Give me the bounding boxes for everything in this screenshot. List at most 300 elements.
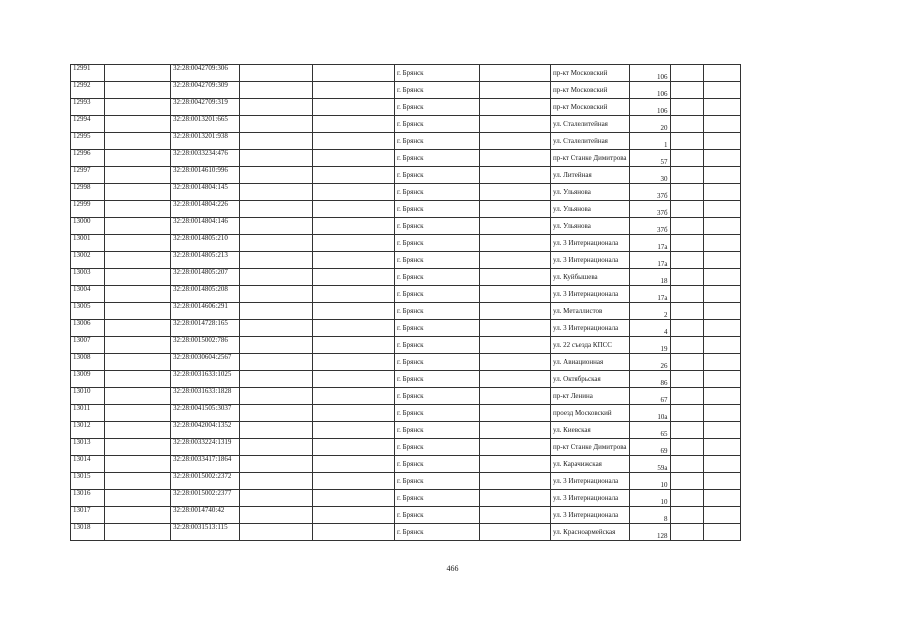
row-number-cell: 13015 <box>71 473 105 490</box>
empty-cell <box>313 133 395 150</box>
empty-cell <box>480 82 551 99</box>
empty-cell <box>313 320 395 337</box>
house-number-cell: 106 <box>629 99 670 116</box>
row-number-cell: 12991 <box>71 65 105 82</box>
empty-cell <box>313 201 395 218</box>
cadastral-number-cell: 32:28:0031633:1025 <box>171 371 240 388</box>
house-number-cell: 1 <box>629 133 670 150</box>
empty-cell <box>703 371 740 388</box>
empty-cell <box>313 490 395 507</box>
empty-cell <box>313 371 395 388</box>
empty-cell <box>240 439 313 456</box>
registry-table <box>70 64 741 541</box>
empty-cell <box>105 524 171 541</box>
empty-cell <box>313 252 395 269</box>
empty-cell <box>240 422 313 439</box>
empty-cell <box>703 337 740 354</box>
empty-cell <box>703 99 740 116</box>
street-cell: ул. Куйбышева <box>551 269 630 286</box>
street-cell: ул. Авиационная <box>551 354 630 371</box>
empty-cell <box>240 99 313 116</box>
table-row <box>71 439 741 456</box>
empty-cell <box>313 405 395 422</box>
house-number-cell: 17а <box>629 252 670 269</box>
row-number-cell: 12994 <box>71 116 105 133</box>
street-cell: ул. 3 Интернационала <box>551 320 630 337</box>
city-cell: г. Брянск <box>395 303 480 320</box>
empty-cell <box>670 371 703 388</box>
house-number-cell: 37б <box>629 201 670 218</box>
empty-cell <box>105 490 171 507</box>
empty-cell <box>703 167 740 184</box>
empty-cell <box>105 82 171 99</box>
row-number-cell: 13002 <box>71 252 105 269</box>
row-number-cell: 12999 <box>71 201 105 218</box>
empty-cell <box>240 490 313 507</box>
street-cell: ул. 3 Интернационала <box>551 235 630 252</box>
empty-cell <box>670 99 703 116</box>
empty-cell <box>480 116 551 133</box>
city-cell: г. Брянск <box>395 473 480 490</box>
city-cell: г. Брянск <box>395 235 480 252</box>
cadastral-number-cell: 32:28:0014805:210 <box>171 235 240 252</box>
empty-cell <box>703 473 740 490</box>
row-number-cell: 13014 <box>71 456 105 473</box>
street-cell: ул. Киевская <box>551 422 630 439</box>
empty-cell <box>313 337 395 354</box>
table-row <box>71 405 741 422</box>
city-cell: г. Брянск <box>395 354 480 371</box>
city-cell: г. Брянск <box>395 286 480 303</box>
empty-cell <box>703 422 740 439</box>
row-number-cell: 13005 <box>71 303 105 320</box>
house-number-cell: 37б <box>629 184 670 201</box>
city-cell: г. Брянск <box>395 252 480 269</box>
empty-cell <box>313 150 395 167</box>
house-number-cell: 10 <box>629 490 670 507</box>
empty-cell <box>480 286 551 303</box>
empty-cell <box>313 65 395 82</box>
empty-cell <box>240 150 313 167</box>
empty-cell <box>240 82 313 99</box>
table-row <box>71 371 741 388</box>
table-row <box>71 303 741 320</box>
table-row <box>71 320 741 337</box>
city-cell: г. Брянск <box>395 218 480 235</box>
empty-cell <box>105 337 171 354</box>
street-cell: ул. 3 Интернационала <box>551 490 630 507</box>
city-cell: г. Брянск <box>395 337 480 354</box>
street-cell: ул. 22 съезда КПСС <box>551 337 630 354</box>
cadastral-number-cell: 32:28:0014740:42 <box>171 507 240 524</box>
empty-cell <box>240 303 313 320</box>
empty-cell <box>670 405 703 422</box>
row-number-cell: 13008 <box>71 354 105 371</box>
table-row <box>71 286 741 303</box>
street-cell: ул. 3 Интернационала <box>551 252 630 269</box>
cadastral-number-cell: 32:28:0030604:2567 <box>171 354 240 371</box>
city-cell: г. Брянск <box>395 167 480 184</box>
empty-cell <box>105 507 171 524</box>
empty-cell <box>480 456 551 473</box>
cadastral-number-cell: 32:28:0042709:319 <box>171 99 240 116</box>
table-row <box>71 235 741 252</box>
empty-cell <box>480 388 551 405</box>
empty-cell <box>703 490 740 507</box>
empty-cell <box>105 388 171 405</box>
table-row <box>71 354 741 371</box>
row-number-cell: 13007 <box>71 337 105 354</box>
empty-cell <box>240 354 313 371</box>
empty-cell <box>703 405 740 422</box>
empty-cell <box>670 524 703 541</box>
house-number-cell: 67 <box>629 388 670 405</box>
empty-cell <box>703 524 740 541</box>
table-row <box>71 490 741 507</box>
empty-cell <box>670 422 703 439</box>
table-row <box>71 524 741 541</box>
city-cell: г. Брянск <box>395 507 480 524</box>
empty-cell <box>105 116 171 133</box>
cadastral-number-cell: 32:28:0042709:306 <box>171 65 240 82</box>
row-number-cell: 12997 <box>71 167 105 184</box>
empty-cell <box>240 65 313 82</box>
empty-cell <box>480 133 551 150</box>
table-body <box>71 65 741 541</box>
empty-cell <box>240 405 313 422</box>
house-number-cell: 37б <box>629 218 670 235</box>
empty-cell <box>480 99 551 116</box>
street-cell: проезд Московский <box>551 405 630 422</box>
empty-cell <box>313 286 395 303</box>
cadastral-number-cell: 32:28:0013201:938 <box>171 133 240 150</box>
empty-cell <box>240 218 313 235</box>
row-number-cell: 13000 <box>71 218 105 235</box>
empty-cell <box>670 252 703 269</box>
house-number-cell: 20 <box>629 116 670 133</box>
empty-cell <box>670 65 703 82</box>
empty-cell <box>105 303 171 320</box>
empty-cell <box>313 524 395 541</box>
city-cell: г. Брянск <box>395 133 480 150</box>
empty-cell <box>670 354 703 371</box>
row-number-cell: 13003 <box>71 269 105 286</box>
row-number-cell: 13012 <box>71 422 105 439</box>
empty-cell <box>703 354 740 371</box>
street-cell: ул. Карачижская <box>551 456 630 473</box>
empty-cell <box>313 507 395 524</box>
table-row <box>71 201 741 218</box>
city-cell: г. Брянск <box>395 99 480 116</box>
cadastral-number-cell: 32:28:0031513:115 <box>171 524 240 541</box>
cadastral-number-cell: 32:28:0015002:2377 <box>171 490 240 507</box>
empty-cell <box>105 201 171 218</box>
house-number-cell: 69 <box>629 439 670 456</box>
empty-cell <box>105 150 171 167</box>
city-cell: г. Брянск <box>395 405 480 422</box>
empty-cell <box>670 388 703 405</box>
house-number-cell: 86 <box>629 371 670 388</box>
house-number-cell: 18 <box>629 269 670 286</box>
row-number-cell: 13004 <box>71 286 105 303</box>
empty-cell <box>703 133 740 150</box>
empty-cell <box>105 269 171 286</box>
empty-cell <box>670 490 703 507</box>
street-cell: пр-кт Московский <box>551 82 630 99</box>
empty-cell <box>313 456 395 473</box>
empty-cell <box>105 99 171 116</box>
house-number-cell: 10а <box>629 405 670 422</box>
empty-cell <box>105 371 171 388</box>
empty-cell <box>240 269 313 286</box>
cadastral-number-cell: 32:28:0014804:226 <box>171 201 240 218</box>
house-number-cell: 17а <box>629 286 670 303</box>
table-row <box>71 133 741 150</box>
cadastral-number-cell: 32:28:0033234:476 <box>171 150 240 167</box>
empty-cell <box>480 184 551 201</box>
row-number-cell: 13006 <box>71 320 105 337</box>
table-row <box>71 184 741 201</box>
city-cell: г. Брянск <box>395 201 480 218</box>
empty-cell <box>240 235 313 252</box>
cadastral-number-cell: 32:28:0014606:291 <box>171 303 240 320</box>
street-cell: ул. 3 Интернационала <box>551 473 630 490</box>
cadastral-number-cell: 32:28:0014805:208 <box>171 286 240 303</box>
table-row <box>71 65 741 82</box>
empty-cell <box>105 133 171 150</box>
empty-cell <box>105 286 171 303</box>
city-cell: г. Брянск <box>395 184 480 201</box>
street-cell: ул. 3 Интернационала <box>551 286 630 303</box>
empty-cell <box>480 201 551 218</box>
table-row <box>71 150 741 167</box>
table-row <box>71 337 741 354</box>
empty-cell <box>670 456 703 473</box>
table-row <box>71 269 741 286</box>
empty-cell <box>240 320 313 337</box>
city-cell: г. Брянск <box>395 456 480 473</box>
table-row <box>71 167 741 184</box>
empty-cell <box>105 65 171 82</box>
empty-cell <box>703 507 740 524</box>
city-cell: г. Брянск <box>395 422 480 439</box>
empty-cell <box>480 422 551 439</box>
empty-cell <box>240 507 313 524</box>
empty-cell <box>670 473 703 490</box>
empty-cell <box>313 354 395 371</box>
street-cell: пр-кт Станке Димитрова <box>551 439 630 456</box>
city-cell: г. Брянск <box>395 65 480 82</box>
table-row <box>71 116 741 133</box>
empty-cell <box>703 116 740 133</box>
table-row <box>71 218 741 235</box>
empty-cell <box>105 473 171 490</box>
house-number-cell: 19 <box>629 337 670 354</box>
row-number-cell: 13010 <box>71 388 105 405</box>
table-row <box>71 388 741 405</box>
empty-cell <box>703 184 740 201</box>
empty-cell <box>240 388 313 405</box>
street-cell: пр-кт Станке Димитрова <box>551 150 630 167</box>
street-cell: ул. Сталелитейная <box>551 133 630 150</box>
row-number-cell: 12998 <box>71 184 105 201</box>
cadastral-number-cell: 32:28:0014728:165 <box>171 320 240 337</box>
empty-cell <box>670 218 703 235</box>
empty-cell <box>480 218 551 235</box>
row-number-cell: 12996 <box>71 150 105 167</box>
house-number-cell: 106 <box>629 65 670 82</box>
row-number-cell: 13017 <box>71 507 105 524</box>
row-number-cell: 13013 <box>71 439 105 456</box>
street-cell: пр-кт Ленина <box>551 388 630 405</box>
cadastral-number-cell: 32:28:0015002:786 <box>171 337 240 354</box>
empty-cell <box>240 337 313 354</box>
table-row <box>71 82 741 99</box>
row-number-cell: 13001 <box>71 235 105 252</box>
empty-cell <box>670 116 703 133</box>
empty-cell <box>670 150 703 167</box>
empty-cell <box>670 507 703 524</box>
row-number-cell: 13018 <box>71 524 105 541</box>
row-number-cell: 13011 <box>71 405 105 422</box>
house-number-cell: 10 <box>629 473 670 490</box>
empty-cell <box>313 82 395 99</box>
row-number-cell: 12995 <box>71 133 105 150</box>
empty-cell <box>480 320 551 337</box>
empty-cell <box>105 456 171 473</box>
empty-cell <box>313 439 395 456</box>
city-cell: г. Брянск <box>395 388 480 405</box>
table-row <box>71 252 741 269</box>
empty-cell <box>105 439 171 456</box>
empty-cell <box>240 286 313 303</box>
street-cell: пр-кт Московский <box>551 65 630 82</box>
empty-cell <box>240 184 313 201</box>
empty-cell <box>670 133 703 150</box>
city-cell: г. Брянск <box>395 439 480 456</box>
empty-cell <box>480 269 551 286</box>
empty-cell <box>240 473 313 490</box>
house-number-cell: 8 <box>629 507 670 524</box>
empty-cell <box>703 439 740 456</box>
house-number-cell: 106 <box>629 82 670 99</box>
empty-cell <box>240 252 313 269</box>
row-number-cell: 13009 <box>71 371 105 388</box>
street-cell: пр-кт Московский <box>551 99 630 116</box>
street-cell: ул. Сталелитейная <box>551 116 630 133</box>
empty-cell <box>670 235 703 252</box>
cadastral-number-cell: 32:28:0042004:1352 <box>171 422 240 439</box>
cadastral-number-cell: 32:28:0014610:996 <box>171 167 240 184</box>
empty-cell <box>480 65 551 82</box>
empty-cell <box>670 303 703 320</box>
city-cell: г. Брянск <box>395 490 480 507</box>
empty-cell <box>313 269 395 286</box>
street-cell: ул. Красноармейская <box>551 524 630 541</box>
empty-cell <box>703 218 740 235</box>
house-number-cell: 2 <box>629 303 670 320</box>
empty-cell <box>480 167 551 184</box>
empty-cell <box>703 82 740 99</box>
empty-cell <box>240 456 313 473</box>
street-cell: ул. Октябрьская <box>551 371 630 388</box>
cadastral-number-cell: 32:28:0041505:3037 <box>171 405 240 422</box>
cadastral-number-cell: 32:28:0014804:145 <box>171 184 240 201</box>
street-cell: ул. Ульянова <box>551 184 630 201</box>
city-cell: г. Брянск <box>395 320 480 337</box>
house-number-cell: 128 <box>629 524 670 541</box>
empty-cell <box>703 388 740 405</box>
empty-cell <box>480 252 551 269</box>
table-row <box>71 507 741 524</box>
empty-cell <box>670 269 703 286</box>
row-number-cell: 12993 <box>71 99 105 116</box>
city-cell: г. Брянск <box>395 269 480 286</box>
empty-cell <box>105 354 171 371</box>
empty-cell <box>480 371 551 388</box>
empty-cell <box>105 235 171 252</box>
page-number: 466 <box>446 564 459 573</box>
empty-cell <box>313 116 395 133</box>
empty-cell <box>703 150 740 167</box>
empty-cell <box>105 252 171 269</box>
empty-cell <box>670 439 703 456</box>
cadastral-number-cell: 32:28:0014804:146 <box>171 218 240 235</box>
street-cell: ул. Металлистов <box>551 303 630 320</box>
empty-cell <box>703 235 740 252</box>
empty-cell <box>240 201 313 218</box>
empty-cell <box>240 167 313 184</box>
empty-cell <box>240 116 313 133</box>
empty-cell <box>240 133 313 150</box>
city-cell: г. Брянск <box>395 82 480 99</box>
empty-cell <box>313 388 395 405</box>
house-number-cell: 57 <box>629 150 670 167</box>
table-row <box>71 456 741 473</box>
cadastral-number-cell: 32:28:0015002:2372 <box>171 473 240 490</box>
empty-cell <box>480 303 551 320</box>
house-number-cell: 65 <box>629 422 670 439</box>
street-cell: ул. 3 Интернационала <box>551 507 630 524</box>
house-number-cell: 17а <box>629 235 670 252</box>
empty-cell <box>703 65 740 82</box>
empty-cell <box>670 184 703 201</box>
cadastral-number-cell: 32:28:0014805:207 <box>171 269 240 286</box>
empty-cell <box>703 286 740 303</box>
cadastral-number-cell: 32:28:0031633:1828 <box>171 388 240 405</box>
empty-cell <box>313 218 395 235</box>
empty-cell <box>480 235 551 252</box>
street-cell: ул. Ульянова <box>551 201 630 218</box>
empty-cell <box>703 303 740 320</box>
table-row <box>71 422 741 439</box>
empty-cell <box>313 303 395 320</box>
table-row <box>71 473 741 490</box>
empty-cell <box>105 184 171 201</box>
city-cell: г. Брянск <box>395 371 480 388</box>
empty-cell <box>480 337 551 354</box>
empty-cell <box>313 167 395 184</box>
empty-cell <box>480 150 551 167</box>
empty-cell <box>480 354 551 371</box>
empty-cell <box>670 337 703 354</box>
empty-cell <box>703 456 740 473</box>
empty-cell <box>480 524 551 541</box>
empty-cell <box>703 252 740 269</box>
empty-cell <box>313 235 395 252</box>
empty-cell <box>240 524 313 541</box>
city-cell: г. Брянск <box>395 524 480 541</box>
